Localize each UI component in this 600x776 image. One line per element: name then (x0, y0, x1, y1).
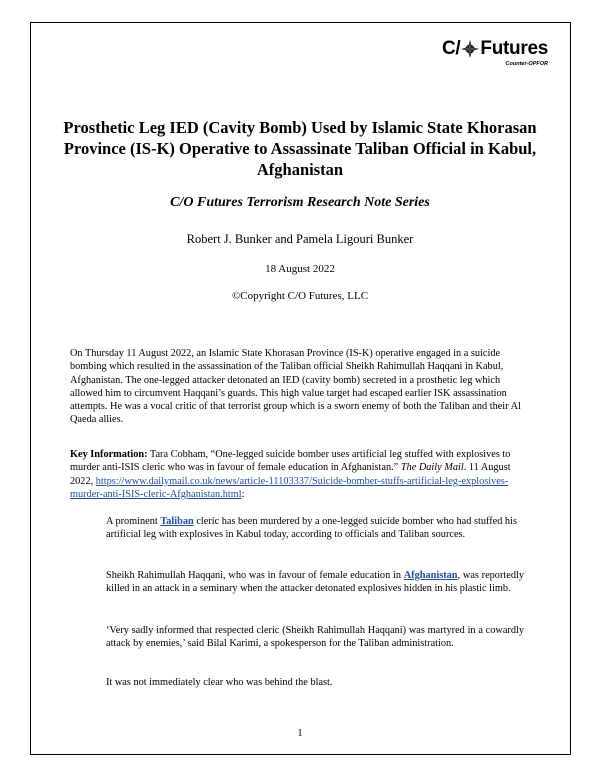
quote-paragraph-3: ‘Very sadly informed that respected cleric (Sheikh Rahimullah Haqqani) was martyred in a cowardly attack by enemies,’ said Bilal Karimi, a spokesperson for the Taliban administration. (106, 625, 524, 650)
key-information-end: : (241, 488, 245, 500)
copyright-notice: ©Copyright C/O Futures, LLC (231, 290, 369, 302)
logo-text-left: C/ (442, 38, 461, 59)
quote-paragraph-1: A prominent Taliban cleric has been murdered by a one-legged suicide bomber who had stuffed his artificial leg with explosives in Kabul today, according to officials and Taliban sources. (106, 516, 517, 541)
quote-paragraph-2: Sheikh Rahimullah Haqqani, who was in favour of female education in Afghanistan, was reportedly killed in an attack in a seminary when the attacker detonated explosives hidden in his plastic limb. (106, 570, 524, 595)
afghanistan-link[interactable]: Afghanistan (403, 570, 458, 581)
source-date: . 11 August 2022, (70, 462, 511, 487)
quote-paragraph-4: It was not immediately clear who was behind the blast. (106, 677, 333, 688)
page-number: 1 (297, 728, 303, 739)
summary-paragraph: On Thursday 11 August 2022, an Islamic State Khorasan Province (IS-K) operative engaged in a suicide bombing which resulted in the assassination of the Taliban official Sheikh Rahimullah Haqqani in Kabul, Afghanistan. The one-legged attacker detonated an IED (cavity bomb) secreted in a prosthetic leg which allowed him to circumvent Haqqani’s guards. This high value target had escaped earlier ISK assassination attempts. He was a vocal critic of that terrorist group which is a sworn enemy of both the Taliban and their Al Qaeda allies. (70, 348, 521, 426)
compass-star-icon (461, 40, 479, 58)
key-information-label: Key Information: (70, 449, 148, 460)
document-title: Prosthetic Leg IED (Cavity Bomb) Used by Islamic State Khorasan Province (IS-K) Operative to Assassinate Taliban Official in Kabul, Afghanistan (63, 118, 537, 179)
source-url-link[interactable]: https://www.dailymail.co.uk/news/article-11103337/Suicide-bomber-stuffs-artificial-leg-explosives-murder-anti-ISIS-cleric-Afghanistan.html (70, 475, 509, 500)
source-name: The Daily Mail (400, 462, 464, 474)
series-title: C/O Futures Terrorism Research Note Series (170, 195, 430, 210)
publication-date: 18 August 2022 (265, 263, 335, 275)
key-information-paragraph (70, 448, 532, 501)
authors: Robert J. Bunker and Pamela Ligouri Bunker (186, 232, 414, 246)
key-information-text: Tara Cobham, “One-legged suicide bomber uses artificial leg stuffed with explosives to murder anti-ISIS cleric who was in favour of female education in Afghanistan.” (70, 449, 511, 474)
logo-text-right: Futures (480, 38, 548, 59)
logo-subtitle: Counter-OPFOR (505, 61, 548, 67)
taliban-link[interactable]: Taliban (160, 516, 194, 527)
cofutures-logo (442, 38, 548, 68)
